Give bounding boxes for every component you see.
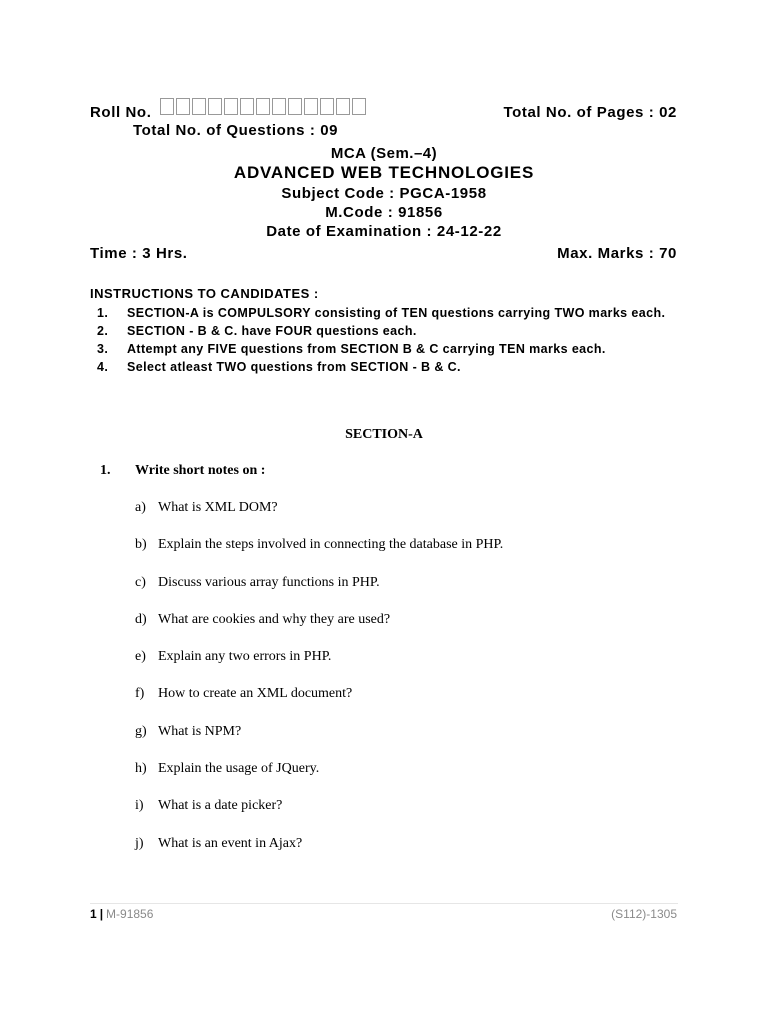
question-number: 1. (100, 463, 111, 478)
sub-question: c) Discuss various array functions in PHP. (135, 574, 380, 590)
sub-question: e) Explain any two errors in PHP. (135, 649, 332, 665)
sub-questions-list (135, 500, 503, 873)
roll-no-boxes (160, 98, 368, 115)
roll-no-box (208, 98, 222, 115)
roll-no-box (224, 98, 238, 115)
total-questions: Total No. of Questions : 09 (133, 122, 339, 139)
sub-question: j) What is an event in Ajax? (135, 835, 303, 851)
sub-question: b) Explain the steps involved in connecting the database in PHP. (135, 537, 504, 553)
instructions-list (97, 305, 677, 377)
sub-question: i) What is a date picker? (135, 798, 283, 814)
roll-no-box (272, 98, 286, 115)
m-code: M.Code : 91856 (325, 204, 443, 221)
sub-question: h) Explain the usage of JQuery. (135, 761, 320, 777)
footer-separator: | (99, 907, 104, 921)
sub-question: d) What are cookies and why they are used? (135, 611, 391, 627)
max-marks: Max. Marks : 70 (557, 245, 677, 262)
instruction-item: 1. SECTION-A is COMPULSORY consisting of TEN questions carrying TWO marks each. (97, 306, 666, 320)
exam-date: Date of Examination : 24-12-22 (266, 223, 502, 240)
roll-no-box (320, 98, 334, 115)
footer-code: M-91856 (106, 907, 154, 921)
roll-no-box (256, 98, 270, 115)
roll-no-box (336, 98, 350, 115)
instructions-heading: INSTRUCTIONS TO CANDIDATES : (90, 286, 319, 301)
subject-title: ADVANCED WEB TECHNOLOGIES (233, 163, 535, 182)
question-text: Write short notes on : (135, 463, 266, 478)
sub-question: g) What is NPM? (135, 723, 242, 739)
subject-code: Subject Code : PGCA-1958 (281, 185, 487, 202)
roll-no-box (240, 98, 254, 115)
footer-left (90, 907, 153, 922)
page-number: 1 (90, 907, 97, 921)
roll-no-box (160, 98, 174, 115)
sub-question: a) What is XML DOM? (135, 500, 278, 515)
roll-no-label: Roll No. (90, 104, 152, 121)
exam-time: Time : 3 Hrs. (90, 245, 188, 262)
course-title: MCA (Sem.–4) (330, 145, 438, 162)
sub-question: f) How to create an XML document? (135, 686, 353, 702)
section-a-heading: SECTION-A (345, 427, 423, 442)
roll-no-box (176, 98, 190, 115)
instruction-item: 4. Select atleast TWO questions from SECTION - B & C. (97, 360, 461, 374)
total-pages: Total No. of Pages : 02 (503, 104, 677, 121)
instruction-item: 2. SECTION - B & C. have FOUR questions each. (97, 324, 417, 338)
roll-no-box (288, 98, 302, 115)
roll-no-box (192, 98, 206, 115)
footer-right-code: (S112)-1305 (611, 907, 677, 921)
roll-no-box (304, 98, 318, 115)
footer-divider (90, 903, 678, 904)
roll-no-box (352, 98, 366, 115)
instruction-item: 3. Attempt any FIVE questions from SECTION B & C carrying TEN marks each. (97, 342, 606, 356)
